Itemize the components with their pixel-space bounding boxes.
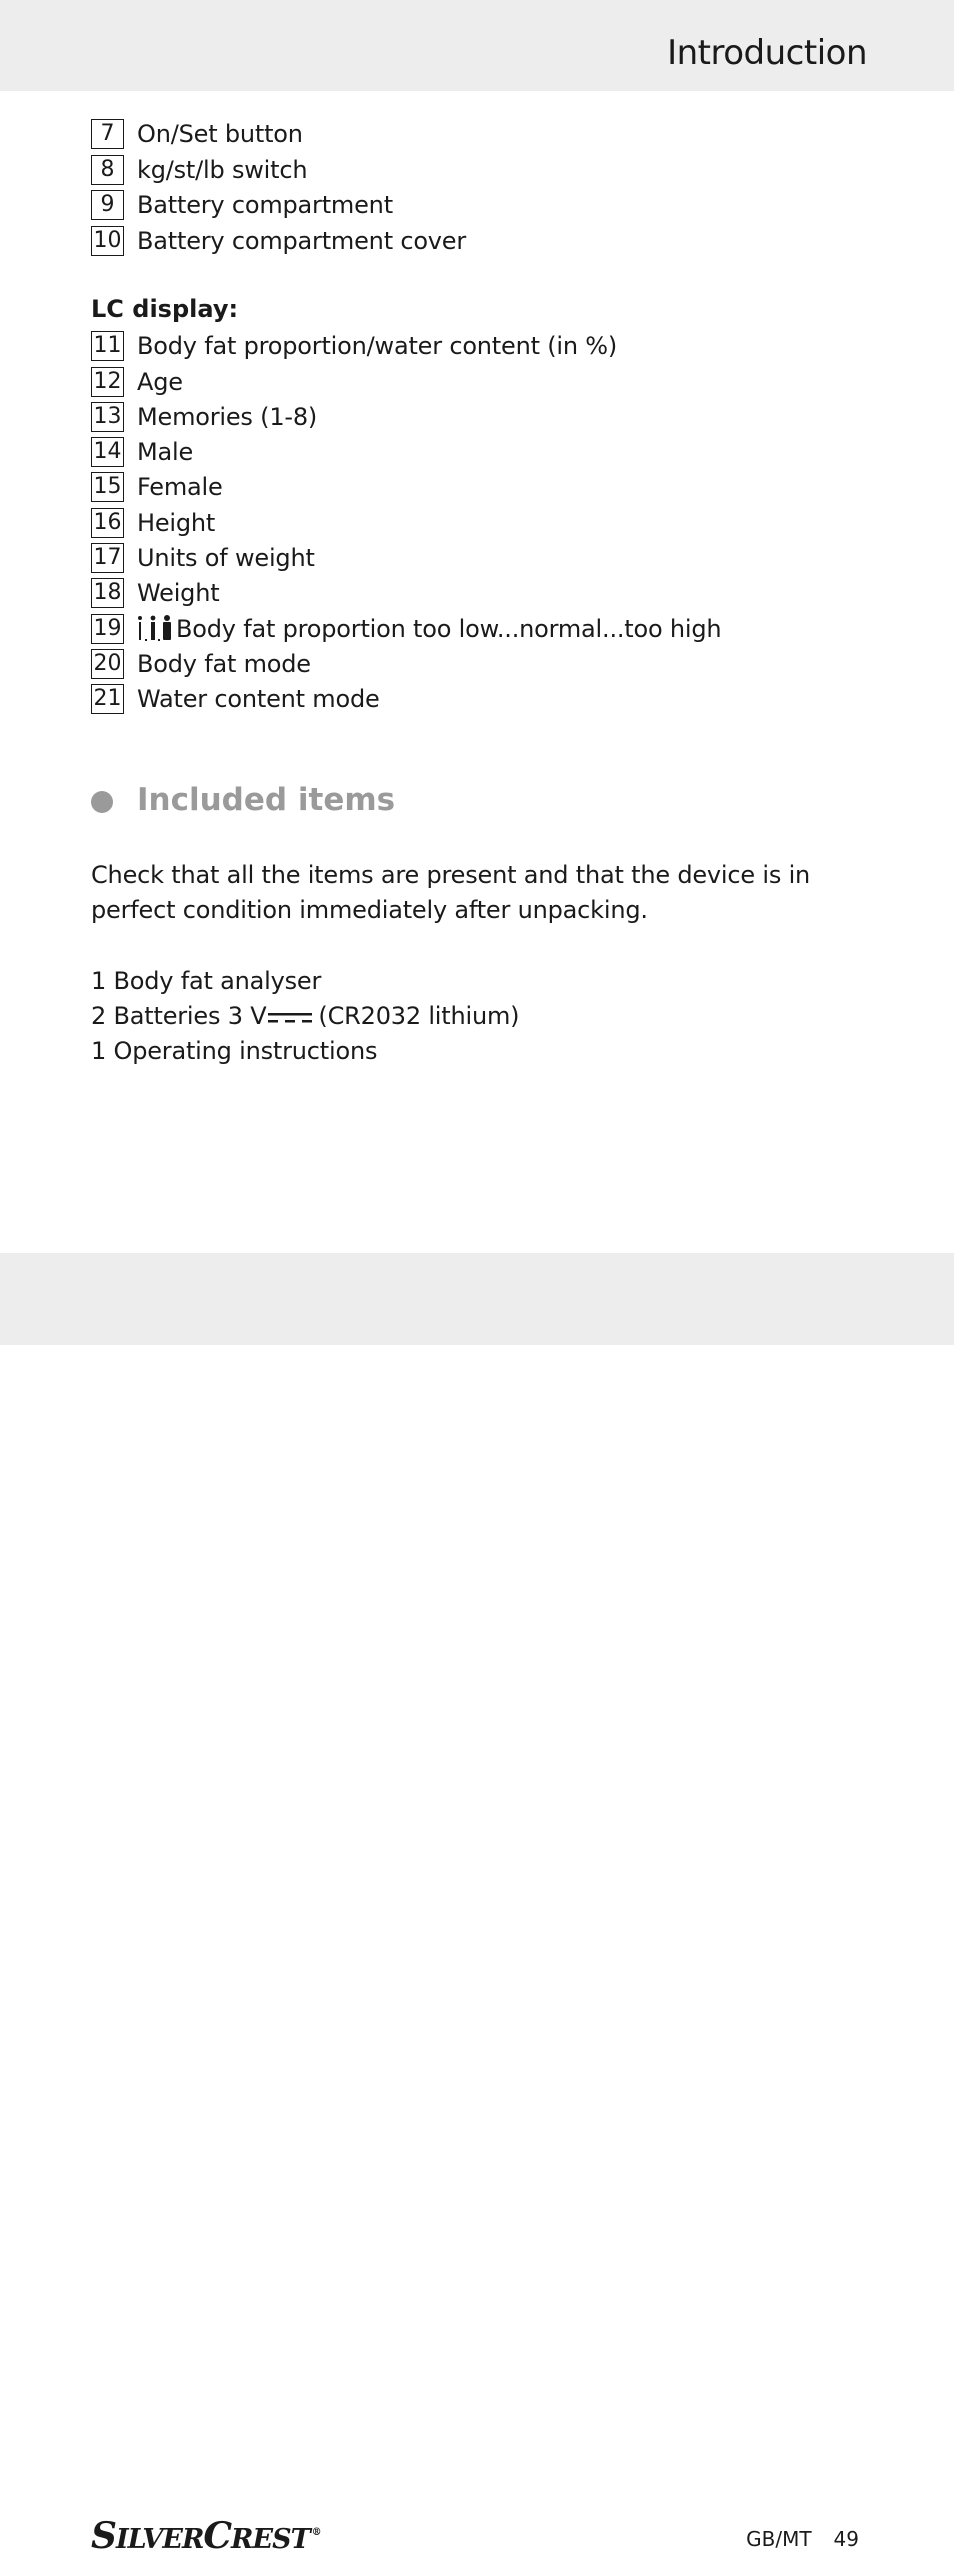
region-label: GB/MT (746, 2527, 812, 2551)
item-suffix: (CR2032 lithium) (318, 1002, 520, 1030)
section-bullet-icon (91, 791, 113, 813)
item-label: Battery compartment cover (137, 227, 467, 255)
list-item (91, 999, 519, 1034)
item-number: 7 (91, 119, 124, 149)
list-item (91, 543, 315, 573)
item-label: Height (137, 509, 216, 537)
page-footer (0, 1253, 954, 2557)
item-number: 21 (91, 684, 124, 714)
list-item (91, 614, 721, 644)
logo-letters: REST (231, 2524, 310, 2555)
item-number: 20 (91, 649, 124, 679)
item-label: Body fat proportion too low...normal...too high (176, 615, 722, 643)
list-item (91, 649, 311, 679)
item-number: 18 (91, 578, 124, 608)
list-item: 1 Body fat analyser (91, 967, 322, 995)
list-item (91, 155, 307, 185)
item-number: 9 (91, 190, 124, 220)
item-label: kg/st/lb switch (137, 156, 308, 184)
item-label: Units of weight (137, 544, 315, 572)
item-number: 19 (91, 614, 124, 644)
registered-mark: ® (311, 2527, 321, 2538)
item-number: 16 (91, 508, 124, 538)
direct-current-symbol-icon (268, 1007, 312, 1027)
item-label: Memories (1-8) (137, 403, 318, 431)
list-item (91, 226, 466, 256)
list-item (91, 437, 193, 467)
list-item (91, 119, 303, 149)
item-number: 12 (91, 367, 124, 397)
item-number: 15 (91, 472, 124, 502)
item-label: Age (137, 368, 183, 396)
item-prefix: 2 Batteries 3 V (91, 1002, 267, 1030)
logo-letter: S (91, 2515, 116, 2557)
item-number: 14 (91, 437, 124, 467)
lc-display-heading: LC display: (91, 295, 239, 323)
item-label: Body fat proportion/water content (in %) (137, 332, 618, 360)
list-item (91, 684, 380, 714)
list-item (91, 367, 183, 397)
list-item (91, 190, 393, 220)
item-label: Weight (137, 579, 220, 607)
list-item (91, 331, 617, 361)
list-item (91, 578, 219, 608)
item-number: 13 (91, 402, 124, 432)
item-number: 11 (91, 331, 124, 361)
logo-letters: ILVER (116, 2524, 204, 2555)
page-title: Introduction (667, 33, 867, 73)
body-fat-figures-icon (136, 614, 172, 644)
item-label: Female (137, 473, 223, 501)
page-header (0, 0, 954, 91)
item-label: Water content mode (137, 685, 380, 713)
list-item (91, 402, 317, 432)
item-label: Battery compartment (137, 191, 393, 219)
list-item: 1 Operating instructions (91, 1037, 378, 1065)
silvercrest-logo (91, 2515, 321, 2557)
item-number: 10 (91, 226, 124, 256)
section-title: Included items (137, 782, 396, 818)
item-number: 8 (91, 155, 124, 185)
list-item (91, 472, 223, 502)
intro-paragraph: Check that all the items are present and that the device is in perfect condition immediately after unpacking. (91, 861, 811, 924)
item-number: 17 (91, 543, 124, 573)
page-number: 49 (833, 2527, 859, 2551)
list-item (91, 508, 215, 538)
item-label: Male (137, 438, 194, 466)
item-label: On/Set button (137, 120, 303, 148)
included-items-list (91, 964, 519, 1069)
logo-letter: C (203, 2515, 232, 2557)
item-label: Body fat mode (137, 650, 311, 678)
footer-meta (746, 2527, 859, 2551)
